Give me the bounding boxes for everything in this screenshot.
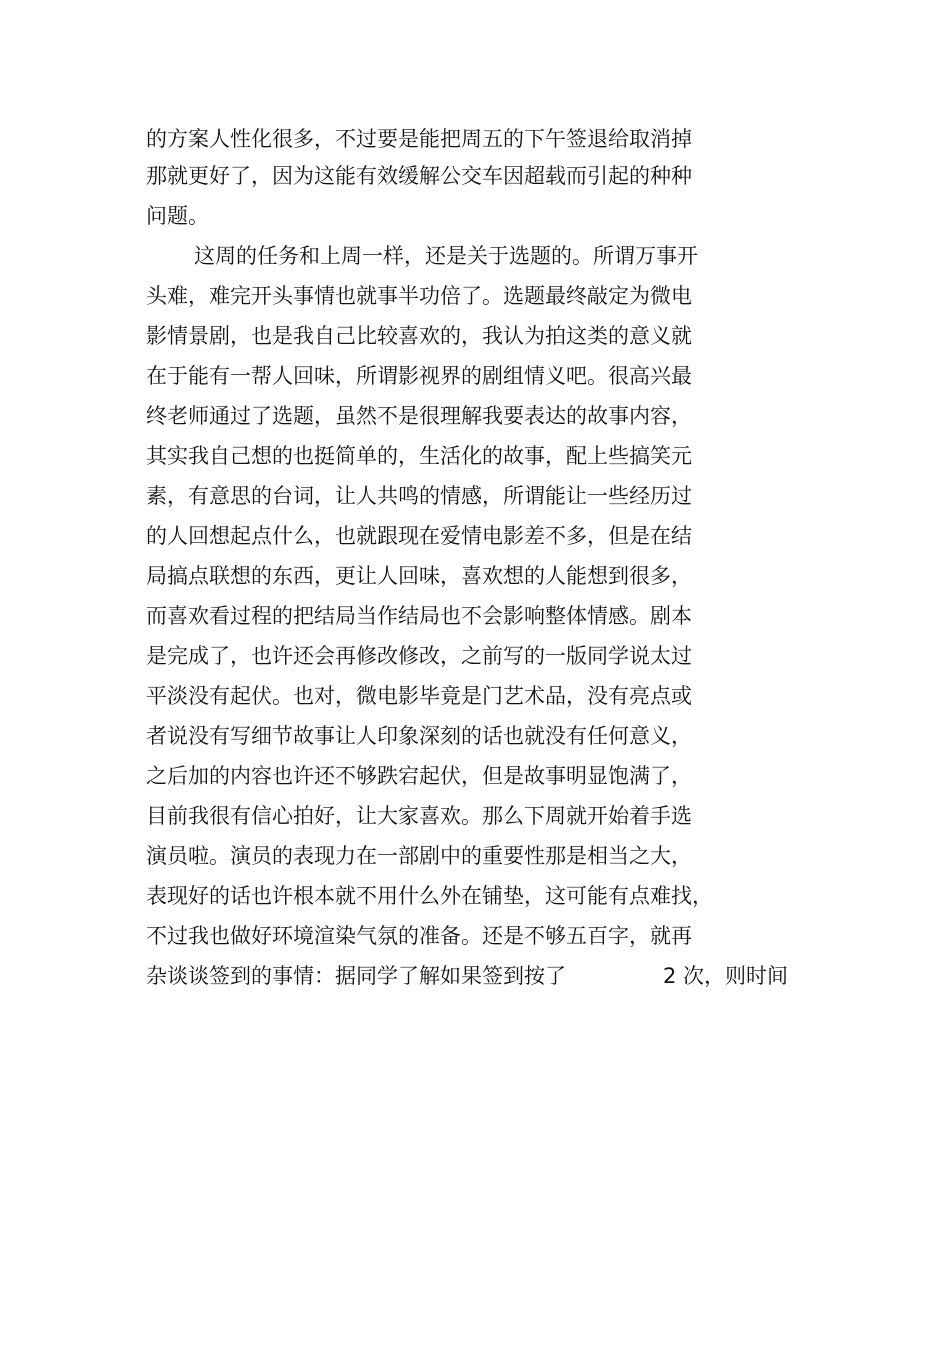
text-line-10: 素，有意思的台词，让人共鸣的情感，所谓能让一些经历过 bbox=[146, 484, 692, 508]
text-line-5: 头难，难完开头事情也就事半功倍了。选题最终敲定为微电 bbox=[146, 284, 692, 308]
text-line-17: 之后加的内容也许还不够跌宕起伏，但是故事明显饱满了， bbox=[146, 764, 692, 788]
text-line-3: 问题。 bbox=[146, 204, 209, 228]
text-line-9: 其实我自己想的也挺简单的，生活化的故事，配上些搞笑元 bbox=[146, 444, 692, 468]
text-line-14: 是完成了，也许还会再修改修改，之前写的一版同学说太过 bbox=[146, 644, 692, 668]
text-line-2: 那就更好了，因为这能有效缓解公交车因超载而引起的种种 bbox=[146, 164, 692, 188]
text-line-21: 不过我也做好环境渲染气氛的准备。还是不够五百字，就再 bbox=[146, 924, 692, 948]
text-line-8: 终老师通过了选题，虽然不是很理解我要表达的故事内容， bbox=[146, 404, 692, 428]
body-text bbox=[146, 122, 806, 996]
text-line-7: 在于能有一帮人回味，所谓影视界的剧组情义吧。很高兴最 bbox=[146, 364, 692, 388]
text-line-22 bbox=[146, 956, 806, 996]
text-line-12: 局搞点联想的东西，更让人回味，喜欢想的人能想到很多， bbox=[146, 564, 692, 588]
text-line-19: 演员啦。演员的表现力在一部剧中的重要性那是相当之大， bbox=[146, 844, 692, 868]
text-line-20: 表现好的话也许根本就不用什么外在铺垫，这可能有点难找， bbox=[146, 884, 713, 908]
text-line-1: 的方案人性化很多，不过要是能把周五的下午签退给取消掉 bbox=[146, 127, 692, 151]
text-line-6: 影情景剧，也是我自己比较喜欢的，我认为拍这类的意义就 bbox=[146, 324, 692, 348]
text-line-18: 目前我很有信心拍好，让大家喜欢。那么下周就开始着手选 bbox=[146, 804, 692, 828]
text-line-4: 这周的任务和上周一样，还是关于选题的。所谓万事开 bbox=[194, 244, 698, 268]
text-line-22-head: 杂谈谈签到的事情：据同学了解如果签到按了 bbox=[146, 964, 566, 988]
text-line-16: 者说没有写细节故事让人印象深刻的话也就没有任何意义， bbox=[146, 724, 692, 748]
text-line-11: 的人回想起点什么，也就跟现在爱情电影差不多，但是在结 bbox=[146, 524, 692, 548]
text-line-15: 平淡没有起伏。也对，微电影毕竟是门艺术品，没有亮点或 bbox=[146, 684, 692, 708]
text-line-13: 而喜欢看过程的把结局当作结局也不会影响整体情感。剧本 bbox=[146, 604, 692, 628]
text-line-22-tail: 2 次，则时间 bbox=[663, 964, 789, 988]
